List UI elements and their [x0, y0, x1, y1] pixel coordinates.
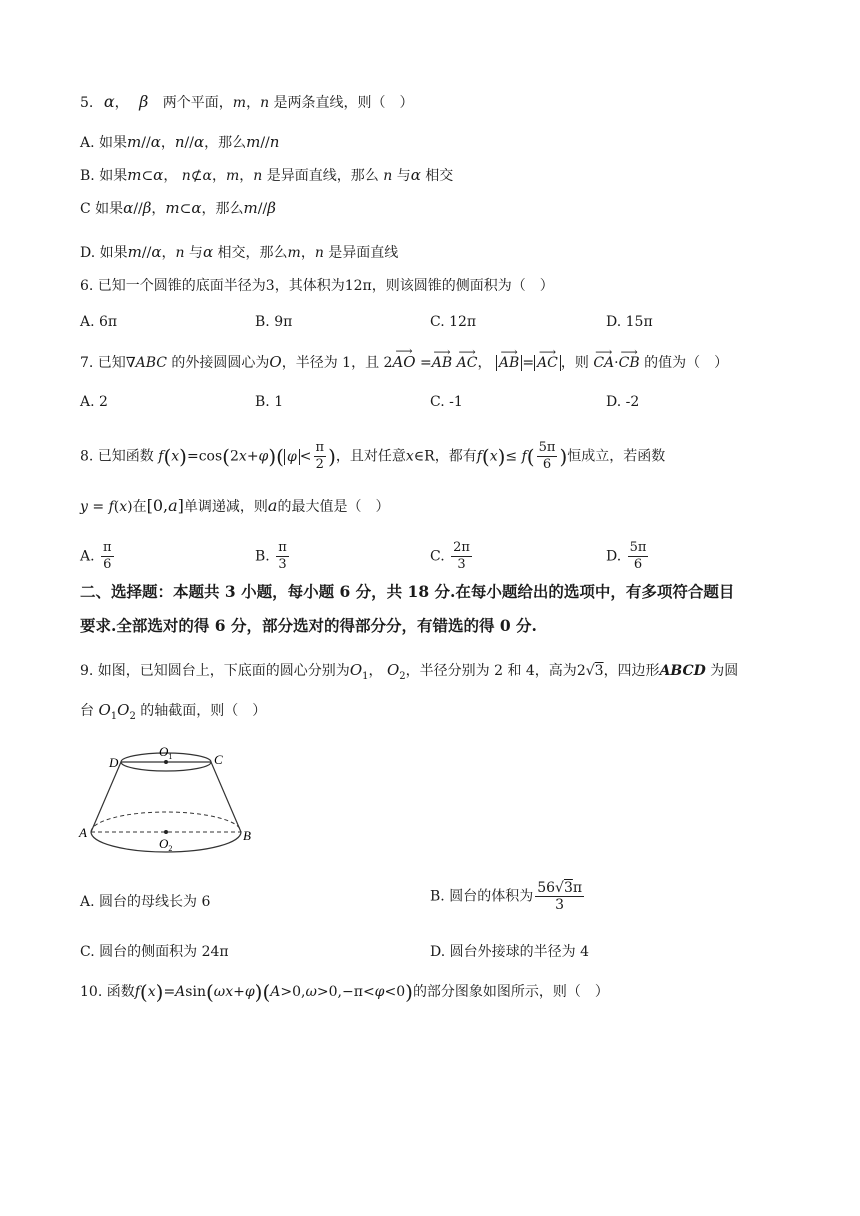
q9-option-a: A. 圆台的母线长为 6: [80, 894, 211, 910]
label-a: A: [79, 825, 87, 840]
q5-stem: 5. α， β 两个平面，m，n 是两条直线，则（ ）: [80, 92, 414, 111]
q7-option-a: A. 2: [80, 394, 108, 410]
q9-stem-line2: 台 $O_1O_2$ 的轴截面，则（ ）: [80, 701, 267, 722]
q6-option-d: D. 15π: [606, 314, 653, 330]
q8-stem-line2: y = f(x)在[0,a]单调递减，则a的最大值是（ ）: [80, 496, 390, 515]
q10-stem: 10. 函数f(x)=Asin(ωx+φ)(A>0,ω>0,−π<φ<0)的部分图象如图所示，则（ ）: [80, 980, 609, 1004]
q5-option-a: A. 如果m//α，n//α，那么m//n: [80, 133, 280, 151]
q5-option-c: C 如果α//β，m⊂α，那么m//β: [80, 199, 276, 217]
q9-stem: 9. 如图，已知圆台上，下底面的圆心分别为$O_1$， $O_2$，半径分别为 2 和 4，高为2√3，四边形ABCD 为圆: [80, 661, 739, 682]
q6-stem: 6. 已知一个圆锥的底面半径为3，其体积为12π，则该圆锥的侧面积为（ ）: [80, 278, 554, 294]
q7-option-d: D. -2: [606, 394, 640, 410]
q7-option-c: C. -1: [430, 394, 463, 410]
q7-stem: 7. 已知∇ABC 的外接圆圆心为O，半径为 1，且 2⟶ AO =⟶ AB ⟶ AC， ⟶ AB =⟶ AC ，则 ⟶ CA·⟶ CB 的值为（ ）: [80, 352, 728, 373]
section-heading: 二、选择题：本题共 3 小题，每小题 6 分，共 18 分.在每小题给出的选项中，有多项符合题目: [80, 582, 735, 601]
q8-option-b: B. $\frac{\pi}{3}$: [255, 540, 287, 572]
right-generatrix: [211, 762, 241, 832]
label-d: D: [109, 755, 119, 770]
label-o2: $O_2$: [159, 836, 173, 853]
bottom-ellipse-back: [91, 812, 241, 832]
q5-option-d: D. 如果m//α，n 与α 相交，那么m，n 是异面直线: [80, 243, 399, 261]
label-c: C: [214, 752, 223, 767]
q9-option-c: C. 圆台的侧面积为 24π: [80, 944, 229, 960]
section-heading-line2: 要求.全部选对的得 6 分，部分选对的得部分分，有错选的得 0 分.: [80, 616, 537, 635]
q6-option-c: C. 12π: [430, 314, 477, 330]
q6-option-b: B. 9π: [255, 314, 293, 330]
label-b: B: [243, 828, 251, 843]
q9-option-d: D. 圆台外接球的半径为 4: [430, 944, 589, 960]
q5-option-b: B. 如果m⊂α， n⊄α，m，n 是异面直线，那么 n 与α 相交: [80, 166, 454, 184]
frustum-figure: [76, 740, 266, 855]
q8-option-d: D. $\frac{5\pi}{6}$: [606, 540, 647, 572]
label-o1: $O_1$: [159, 744, 173, 761]
q8-option-c: C. $\frac{2\pi}{3}$: [430, 540, 470, 572]
q8-stem: 8. 已知函数 f(x)=cos(2x+φ)( φ < $\frac{\pi}{2}$ )，且对任意x∈R，都有f(x)≤ f( $\frac{5\pi}{6}$ )恒成立，若函数: [80, 440, 666, 472]
q6-option-a: A. 6π: [80, 314, 118, 330]
q7-option-b: B. 1: [255, 394, 284, 410]
left-generatrix: [91, 762, 121, 832]
q8-option-a: A. $\frac{\pi}{6}$: [80, 540, 112, 572]
center-o2: [164, 830, 168, 834]
center-o1: [164, 760, 168, 764]
q9-option-b: B. 圆台的体积为 $\frac{56√3\pi}{3}$: [430, 880, 583, 913]
